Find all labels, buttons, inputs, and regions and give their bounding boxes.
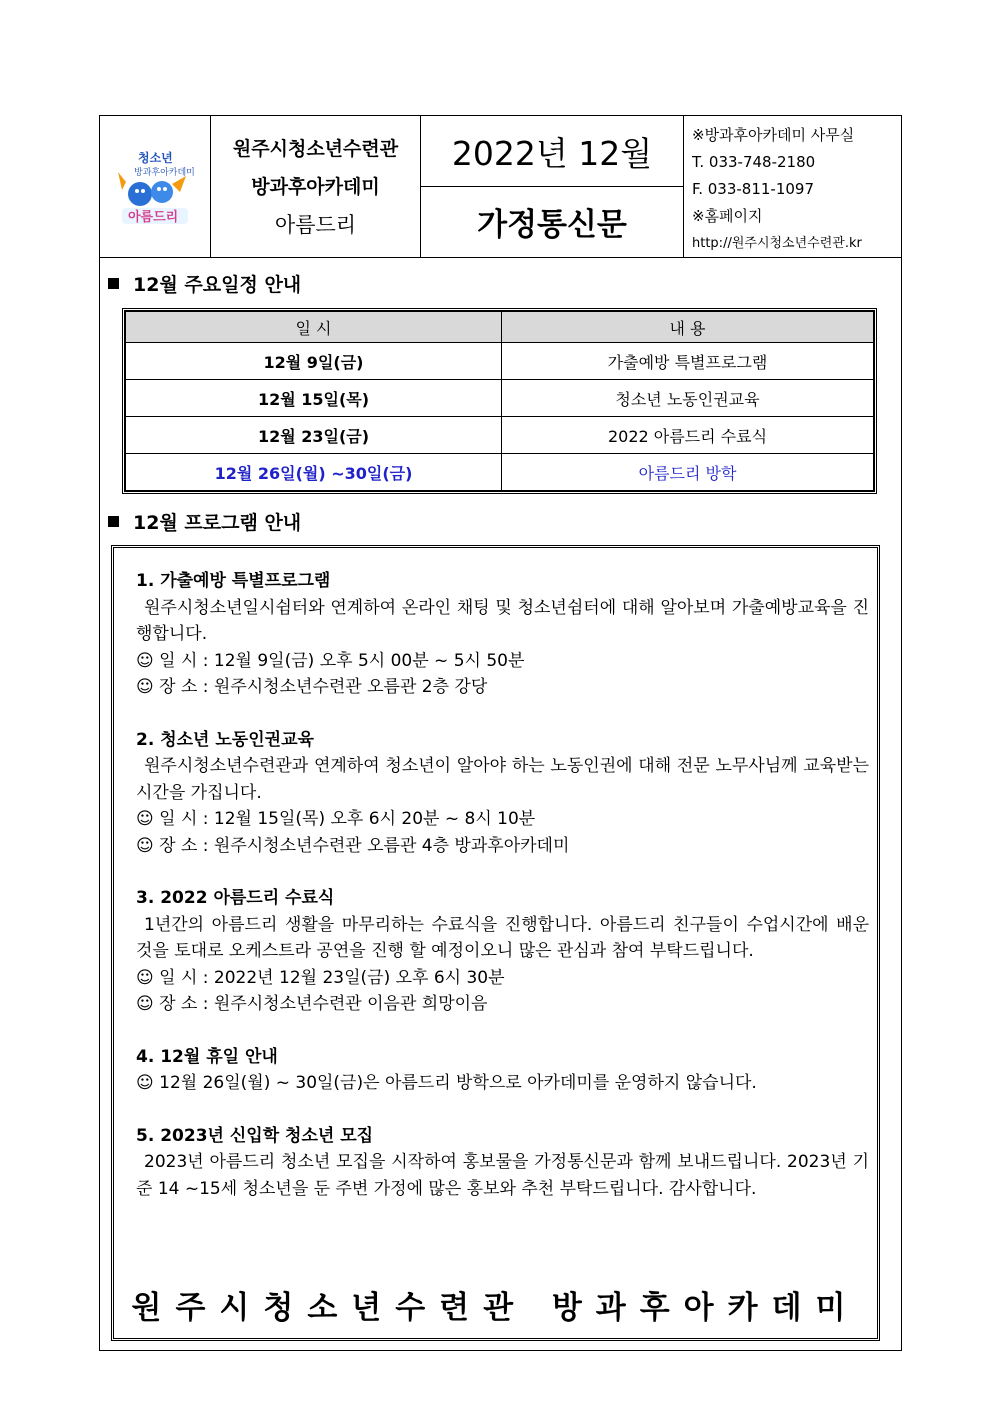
schedule-date: 12월 23일(금) bbox=[126, 417, 502, 454]
program-item-title: 1. 가출예방 특별프로그램 bbox=[136, 571, 331, 591]
program-item-place: ☺ 장 소 : 원주시청소년수련관 오름관 2층 강당 bbox=[136, 677, 488, 697]
contact-tel: T. 033-748-2180 bbox=[692, 153, 816, 171]
date-title: 2022년 12월 bbox=[421, 116, 683, 187]
schedule-content: 청소년 노동인권교육 bbox=[502, 380, 874, 417]
arumdri-logo-icon bbox=[112, 142, 198, 232]
schedule-content: 아름드리 방학 bbox=[502, 454, 874, 491]
header bbox=[100, 116, 901, 258]
contact-fax: F. 033-811-1097 bbox=[692, 180, 815, 198]
doc-title: 가정통신문 bbox=[477, 207, 627, 243]
program-item-place: ☺ 장 소 : 원주시청소년수련관 이음관 희망이음 bbox=[136, 994, 488, 1014]
program-item-place: ☺ 장 소 : 원주시청소년수련관 오름관 4층 방과후아카데미 bbox=[136, 835, 570, 856]
org-line1: 원주시청소년수련관 bbox=[232, 137, 399, 160]
program-item bbox=[136, 727, 869, 860]
program-item-time: ☺ 일 시 : 12월 9일(금) 오후 5시 00분 ~ 5시 50분 bbox=[136, 650, 525, 671]
contact-homepage-label: ※홈페이지 bbox=[692, 207, 763, 225]
program-item-time: ☺ 일 시 : 12월 15일(목) 오후 6시 20분 ~ 8시 10분 bbox=[136, 809, 536, 829]
program-item-desc: 1년간의 아름드리 생활을 마무리하는 수료식을 진행합니다. 아름드리 친구들이 수업시간에 배운 것을 토대로 오케스트라 공연을 진행 할 예정이오니 많은 관심과 참여 부탁드립니다. bbox=[136, 914, 869, 961]
schedule-table bbox=[122, 308, 877, 494]
schedule-header-row bbox=[126, 312, 874, 343]
contact-url[interactable]: http://원주시청소년수련관.kr bbox=[692, 236, 862, 251]
col-content-header: 내 용 bbox=[502, 312, 874, 343]
program-item-title: 4. 12월 휴일 안내 bbox=[136, 1046, 278, 1067]
contact-cell bbox=[684, 116, 901, 257]
schedule-content: 2022 아름드리 수료식 bbox=[502, 417, 874, 454]
logo-brand-text: 아름드리 bbox=[128, 209, 179, 225]
logo-cell bbox=[100, 116, 211, 257]
org-line2: 방과후아카데미 bbox=[251, 175, 380, 198]
schedule-section-title bbox=[108, 270, 301, 297]
table-row bbox=[126, 343, 874, 380]
table-row-highlight bbox=[126, 454, 874, 491]
schedule-title-text: 12월 주요일정 안내 bbox=[133, 274, 302, 296]
program-item-desc: 2023년 아름드리 청소년 모집을 시작하여 홍보물을 가정통신문과 함께 보내드립니다. 2023년 기준 14 ~15세 청소년을 둔 주변 가정에 많은 홍보와 추천 부탁드립니다. 감사합니다. bbox=[136, 1152, 869, 1199]
program-item-desc: 원주시청소년일시쉼터와 연계하여 온라인 채팅 및 청소년쉼터에 대해 알아보며 가출예방교육을 진행합니다. bbox=[136, 597, 869, 644]
newsletter-frame bbox=[99, 115, 902, 1351]
col-date-header: 일 시 bbox=[126, 312, 502, 343]
logo-mid-text: 방과후아카데미 bbox=[134, 167, 195, 178]
program-title-text: 12월 프로그램 안내 bbox=[133, 512, 302, 534]
title-cell bbox=[421, 116, 684, 257]
program-box bbox=[111, 545, 880, 1341]
schedule-date: 12월 15일(목) bbox=[126, 380, 502, 417]
square-bullet-icon bbox=[108, 278, 119, 289]
org-line3: 아름드리 bbox=[274, 212, 357, 237]
program-item bbox=[136, 1044, 869, 1097]
program-item bbox=[136, 1123, 869, 1203]
table-row bbox=[126, 417, 874, 454]
program-section-title bbox=[108, 508, 301, 535]
program-item-title: 3. 2022 아름드리 수료식 bbox=[136, 888, 335, 908]
program-item-desc: 원주시청소년수련관과 연계하여 청소년이 알아야 하는 노동인권에 대해 전문 노무사님께 교육받는 시간을 가집니다. bbox=[136, 756, 869, 803]
schedule-content: 가출예방 특별프로그램 bbox=[502, 343, 874, 380]
program-item-title: 2. 청소년 노동인권교육 bbox=[136, 729, 314, 750]
program-item bbox=[136, 568, 869, 701]
closing-signature: 원주시청소년수련관 방과후아카데미 bbox=[131, 1290, 860, 1326]
table-row bbox=[126, 380, 874, 417]
org-name-cell bbox=[211, 116, 421, 257]
program-item bbox=[136, 885, 869, 1018]
program-item-time: ☺ 일 시 : 2022년 12월 23일(금) 오후 6시 30분 bbox=[136, 967, 505, 988]
square-bullet-icon bbox=[108, 516, 119, 527]
program-list bbox=[136, 568, 869, 1228]
contact-office: ※방과후아카데미 사무실 bbox=[692, 126, 855, 144]
program-item-title: 5. 2023년 신입학 청소년 모집 bbox=[136, 1125, 374, 1146]
logo-top-text: 청소년 bbox=[138, 150, 173, 165]
program-item-line: ☺ 12월 26일(월) ~ 30일(금)은 아름드리 방학으로 아카데미를 운영하지 않습니다. bbox=[136, 1073, 757, 1093]
schedule-date: 12월 26일(월) ~30일(금) bbox=[126, 454, 502, 491]
schedule-date: 12월 9일(금) bbox=[126, 343, 502, 380]
